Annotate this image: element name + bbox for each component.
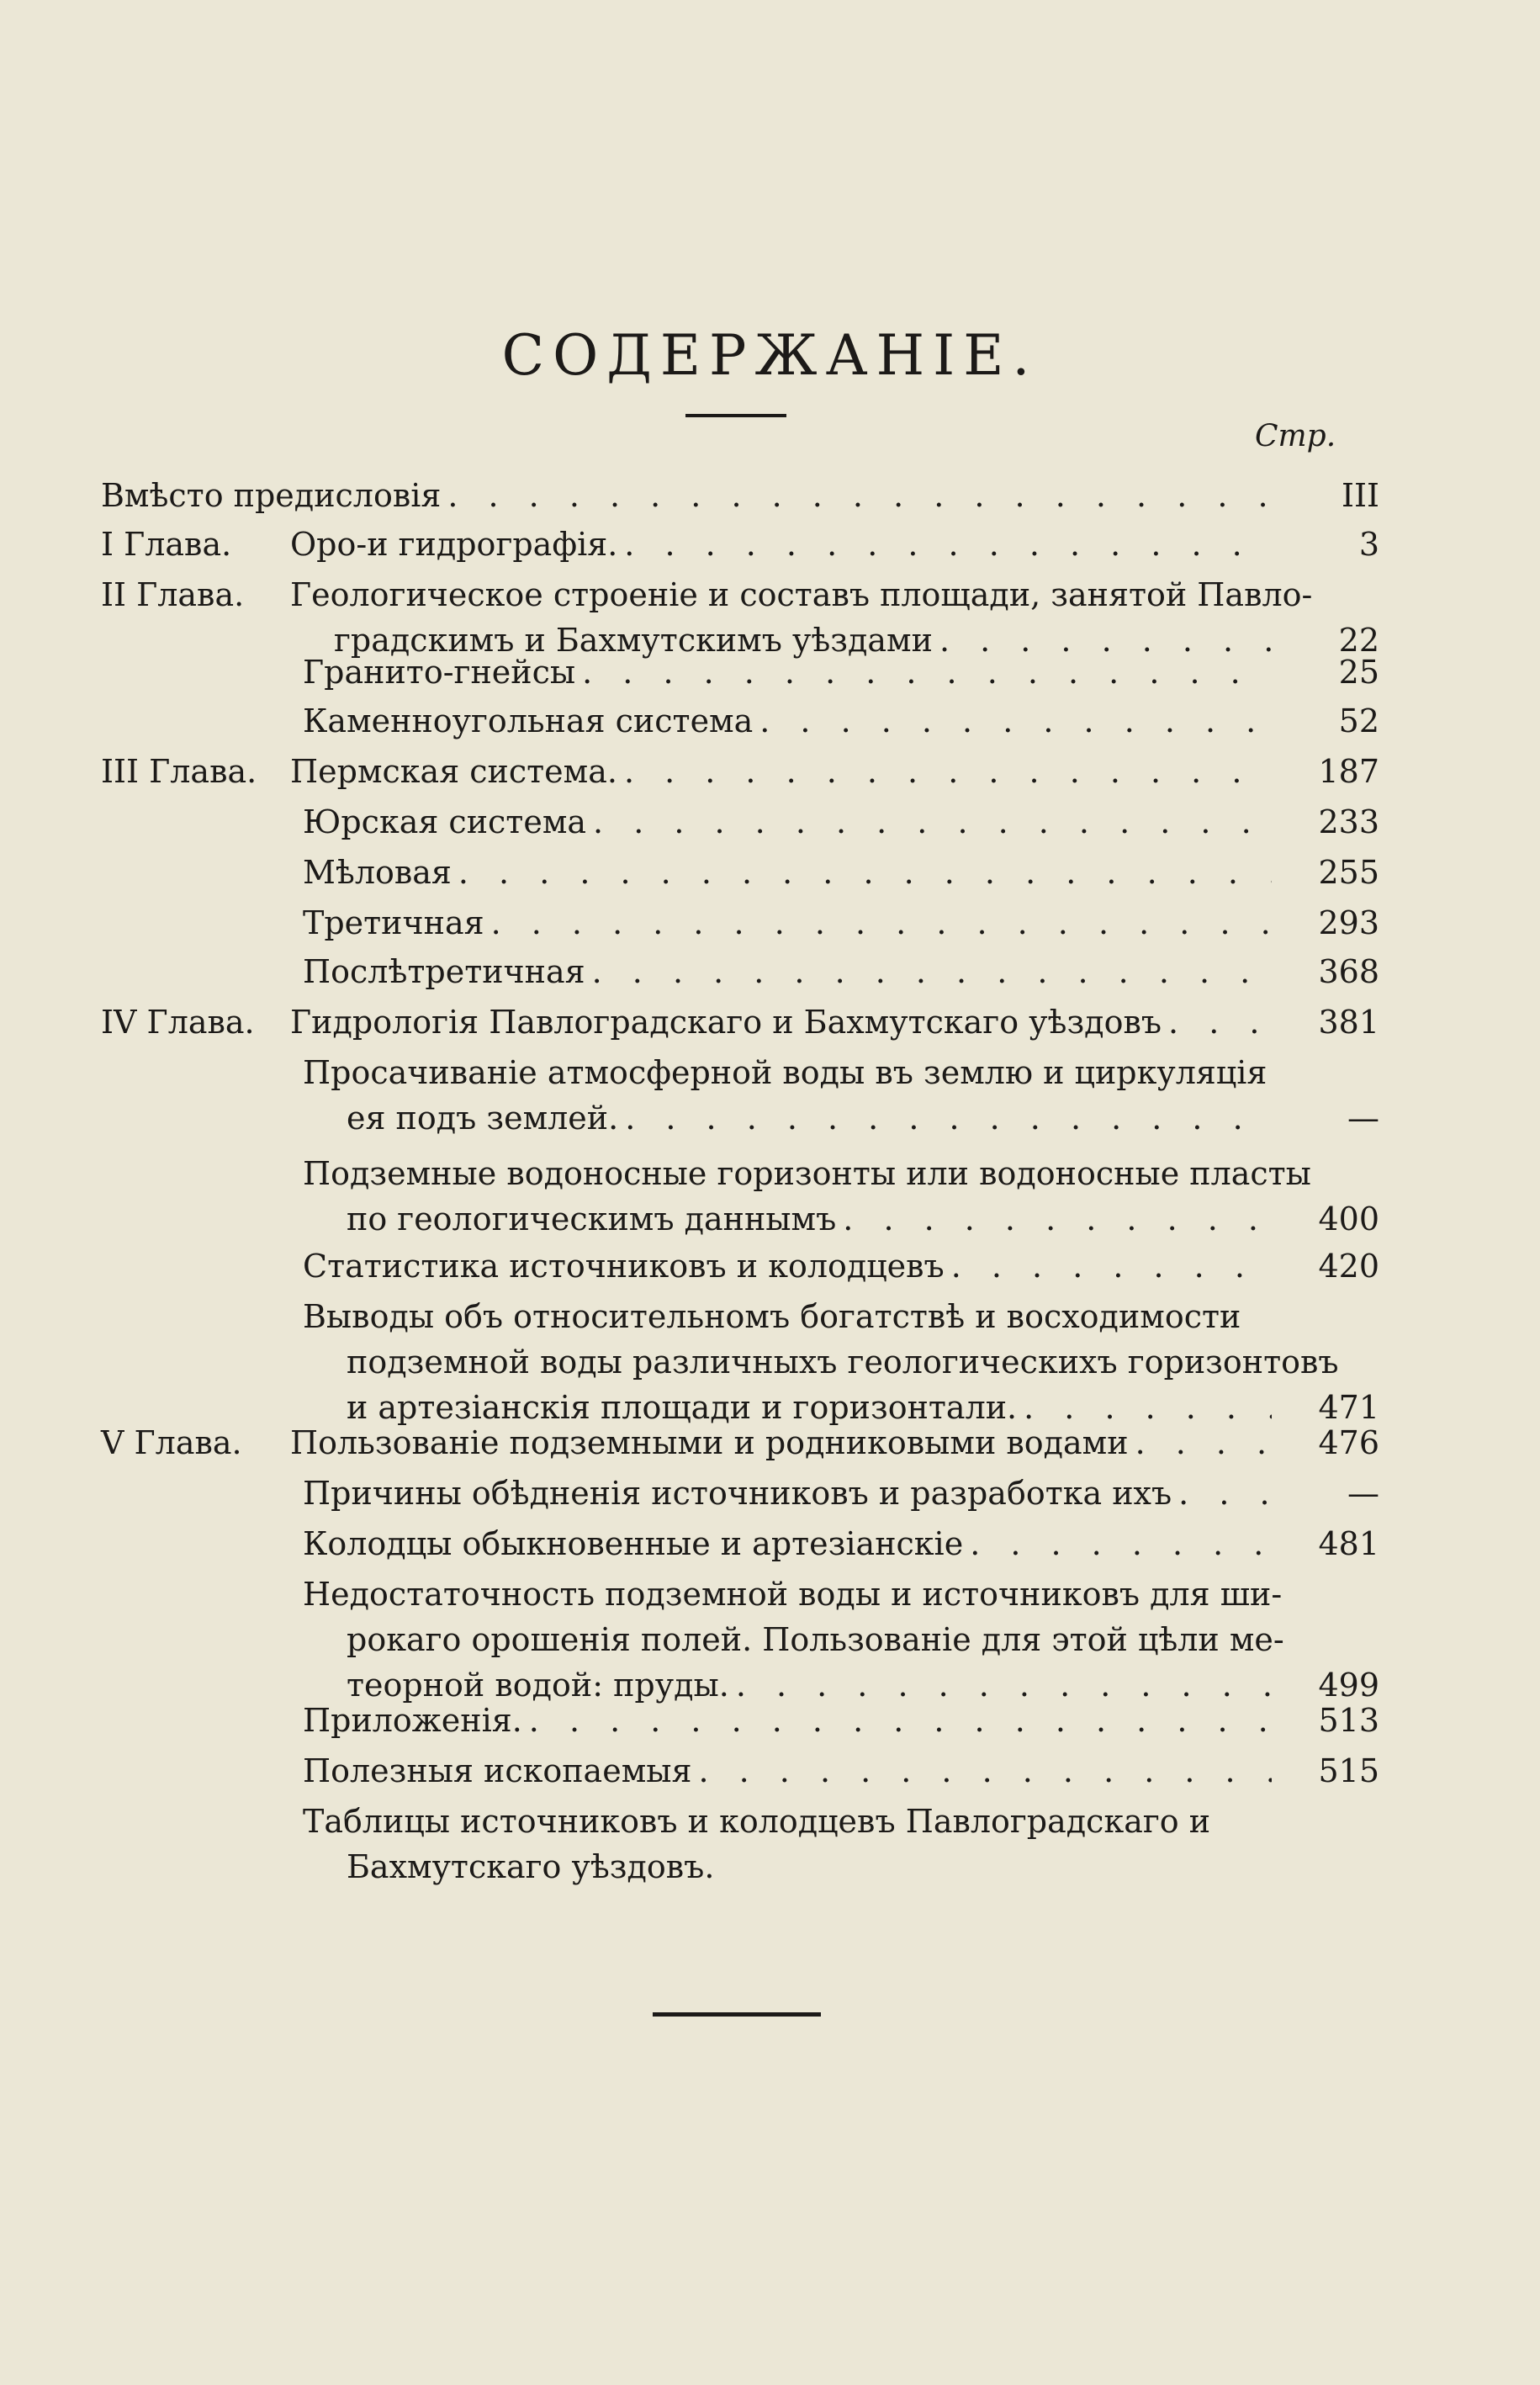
entry-line — [303, 1242, 1278, 1291]
page-number: 293 — [1318, 904, 1379, 941]
dot-leader — [529, 1696, 1272, 1745]
page-column-header: Стр. — [1255, 419, 1336, 453]
end-rule — [653, 2012, 821, 2017]
page-number: 3 — [1358, 526, 1379, 563]
entry-title: Подземные водоносные горизонты или водоносные пласты — [303, 1155, 1311, 1192]
dot-leader — [759, 697, 1272, 745]
entry-line — [101, 471, 1278, 520]
chapter-label: V Глава. — [101, 1424, 242, 1461]
dot-leader — [698, 1746, 1272, 1795]
entry-title: Пользованіе подземными и родниковыми водами — [290, 1424, 1129, 1461]
entry-title: Гидрологія Павлоградскаго и Бахмутскаго уѣздовъ — [290, 1004, 1162, 1041]
page-number: 400 — [1318, 1200, 1379, 1238]
page-title: СОДЕРЖАНІЕ. — [501, 323, 1039, 389]
entry-line — [347, 1615, 1284, 1664]
entry-line — [303, 1696, 1278, 1745]
page-number: 22 — [1338, 622, 1379, 659]
entry-line — [303, 1519, 1278, 1568]
entry-line — [303, 1048, 1278, 1097]
chapter-label: I Глава. — [101, 526, 232, 563]
entry-title: Третичная — [303, 904, 484, 941]
page-number: 255 — [1318, 854, 1379, 891]
entry-title: и артезіанскія площади и горизонтали. — [347, 1389, 1018, 1426]
entry-line — [347, 1094, 1278, 1142]
page-number: 381 — [1318, 1004, 1379, 1041]
entry-title: Приложенія. — [303, 1702, 522, 1739]
page-number: 513 — [1318, 1702, 1379, 1739]
entry-title: Вмѣсто предисловія — [101, 477, 442, 514]
entry-line — [347, 1338, 1339, 1386]
page-number: 52 — [1338, 702, 1379, 739]
dot-leader — [951, 1242, 1272, 1291]
entry-title: Послѣтретичная — [303, 953, 585, 990]
page-number: 233 — [1318, 803, 1379, 840]
dot-leader — [491, 898, 1272, 947]
chapter-label: II Глава. — [101, 576, 245, 613]
entry-title: Юрская система — [303, 803, 587, 840]
dot-leader — [1135, 1418, 1272, 1467]
entry-title: теорной водой: пруды. — [347, 1667, 729, 1704]
entry-title: Статистика источниковъ и колодцевъ — [303, 1248, 945, 1285]
page-number: 420 — [1318, 1248, 1379, 1285]
chapter-label: III Глава. — [101, 753, 257, 790]
entry-line — [303, 1570, 1283, 1619]
entry-line — [303, 848, 1278, 897]
entry-title: Причины обѣдненія источниковъ и разработка ихъ — [303, 1475, 1172, 1512]
chapter-label: IV Глава. — [101, 1004, 255, 1041]
entry-line — [347, 1842, 1278, 1891]
entry-line — [290, 520, 1278, 569]
page-number: — — [1347, 1475, 1379, 1512]
dot-leader — [592, 947, 1272, 996]
entry-line — [303, 1149, 1311, 1198]
entry-title: Выводы объ относительномъ богатствѣ и восходимости — [303, 1298, 1241, 1335]
entry-line — [290, 998, 1278, 1047]
page-number: 476 — [1318, 1424, 1379, 1461]
entry-line — [303, 947, 1278, 996]
entry-title: Просачиваніе атмосферной воды въ землю и циркуляція — [303, 1054, 1267, 1091]
entry-title: Полезныя ископаемыя — [303, 1752, 692, 1789]
page-number: 368 — [1318, 953, 1379, 990]
entry-title: Геологическое строеніе и составъ площади, занятой Павло- — [290, 576, 1313, 613]
entry-line — [303, 697, 1278, 745]
dot-leader — [625, 1094, 1272, 1142]
dot-leader — [624, 747, 1272, 796]
dot-leader — [624, 520, 1272, 569]
entry-title: по геологическимъ даннымъ — [347, 1200, 837, 1238]
entry-title: градскимъ и Бахмутскимъ уѣздами — [334, 622, 933, 659]
dot-leader — [447, 471, 1272, 520]
page-number: III — [1341, 477, 1379, 514]
entry-line — [303, 648, 1278, 697]
entry-title: Оро-и гидрографія. — [290, 526, 618, 563]
page-number: 515 — [1318, 1752, 1379, 1789]
entry-title: подземной воды различныхъ геологическихъ горизонтовъ — [347, 1344, 1339, 1381]
page-number: 187 — [1318, 753, 1379, 790]
entry-title: рокаго орошенія полей. Пользованіе для этой цѣли ме- — [347, 1621, 1284, 1658]
entry-title: ея подъ землей. — [347, 1100, 619, 1137]
entry-line — [290, 570, 1313, 619]
dot-leader — [970, 1519, 1272, 1568]
entry-title: Недостаточность подземной воды и источниковъ для ши- — [303, 1576, 1283, 1613]
dot-leader — [843, 1195, 1272, 1243]
entry-line — [303, 1797, 1278, 1846]
entry-title: Бахмутскаго уѣздовъ. — [347, 1848, 715, 1885]
dot-leader — [1168, 998, 1272, 1047]
entry-line — [290, 747, 1278, 796]
title-rule — [685, 414, 786, 417]
page-number: 471 — [1318, 1389, 1379, 1426]
page-number: 25 — [1338, 654, 1379, 691]
page-number: 481 — [1318, 1525, 1379, 1562]
entry-line — [303, 1469, 1278, 1518]
page-number: 499 — [1318, 1667, 1379, 1704]
page-number: — — [1347, 1100, 1379, 1137]
entry-title: Пермская система. — [290, 753, 617, 790]
entry-line — [303, 1746, 1278, 1795]
entry-title: Колодцы обыкновенные и артезіанскіе — [303, 1525, 964, 1562]
dot-leader — [582, 648, 1272, 697]
entry-line — [290, 1418, 1278, 1467]
entry-title: Гранито-гнейсы — [303, 654, 576, 691]
entry-title: Таблицы источниковъ и колодцевъ Павлоградскаго и — [303, 1803, 1211, 1840]
dot-leader — [1178, 1469, 1272, 1518]
entry-line — [303, 898, 1278, 947]
entry-title: Каменноугольная система — [303, 702, 754, 739]
dot-leader — [458, 848, 1272, 897]
entry-line — [303, 798, 1278, 846]
dot-leader — [593, 798, 1272, 846]
entry-line — [347, 1195, 1278, 1243]
entry-title: Мѣловая — [303, 854, 452, 891]
entry-line — [303, 1292, 1278, 1341]
